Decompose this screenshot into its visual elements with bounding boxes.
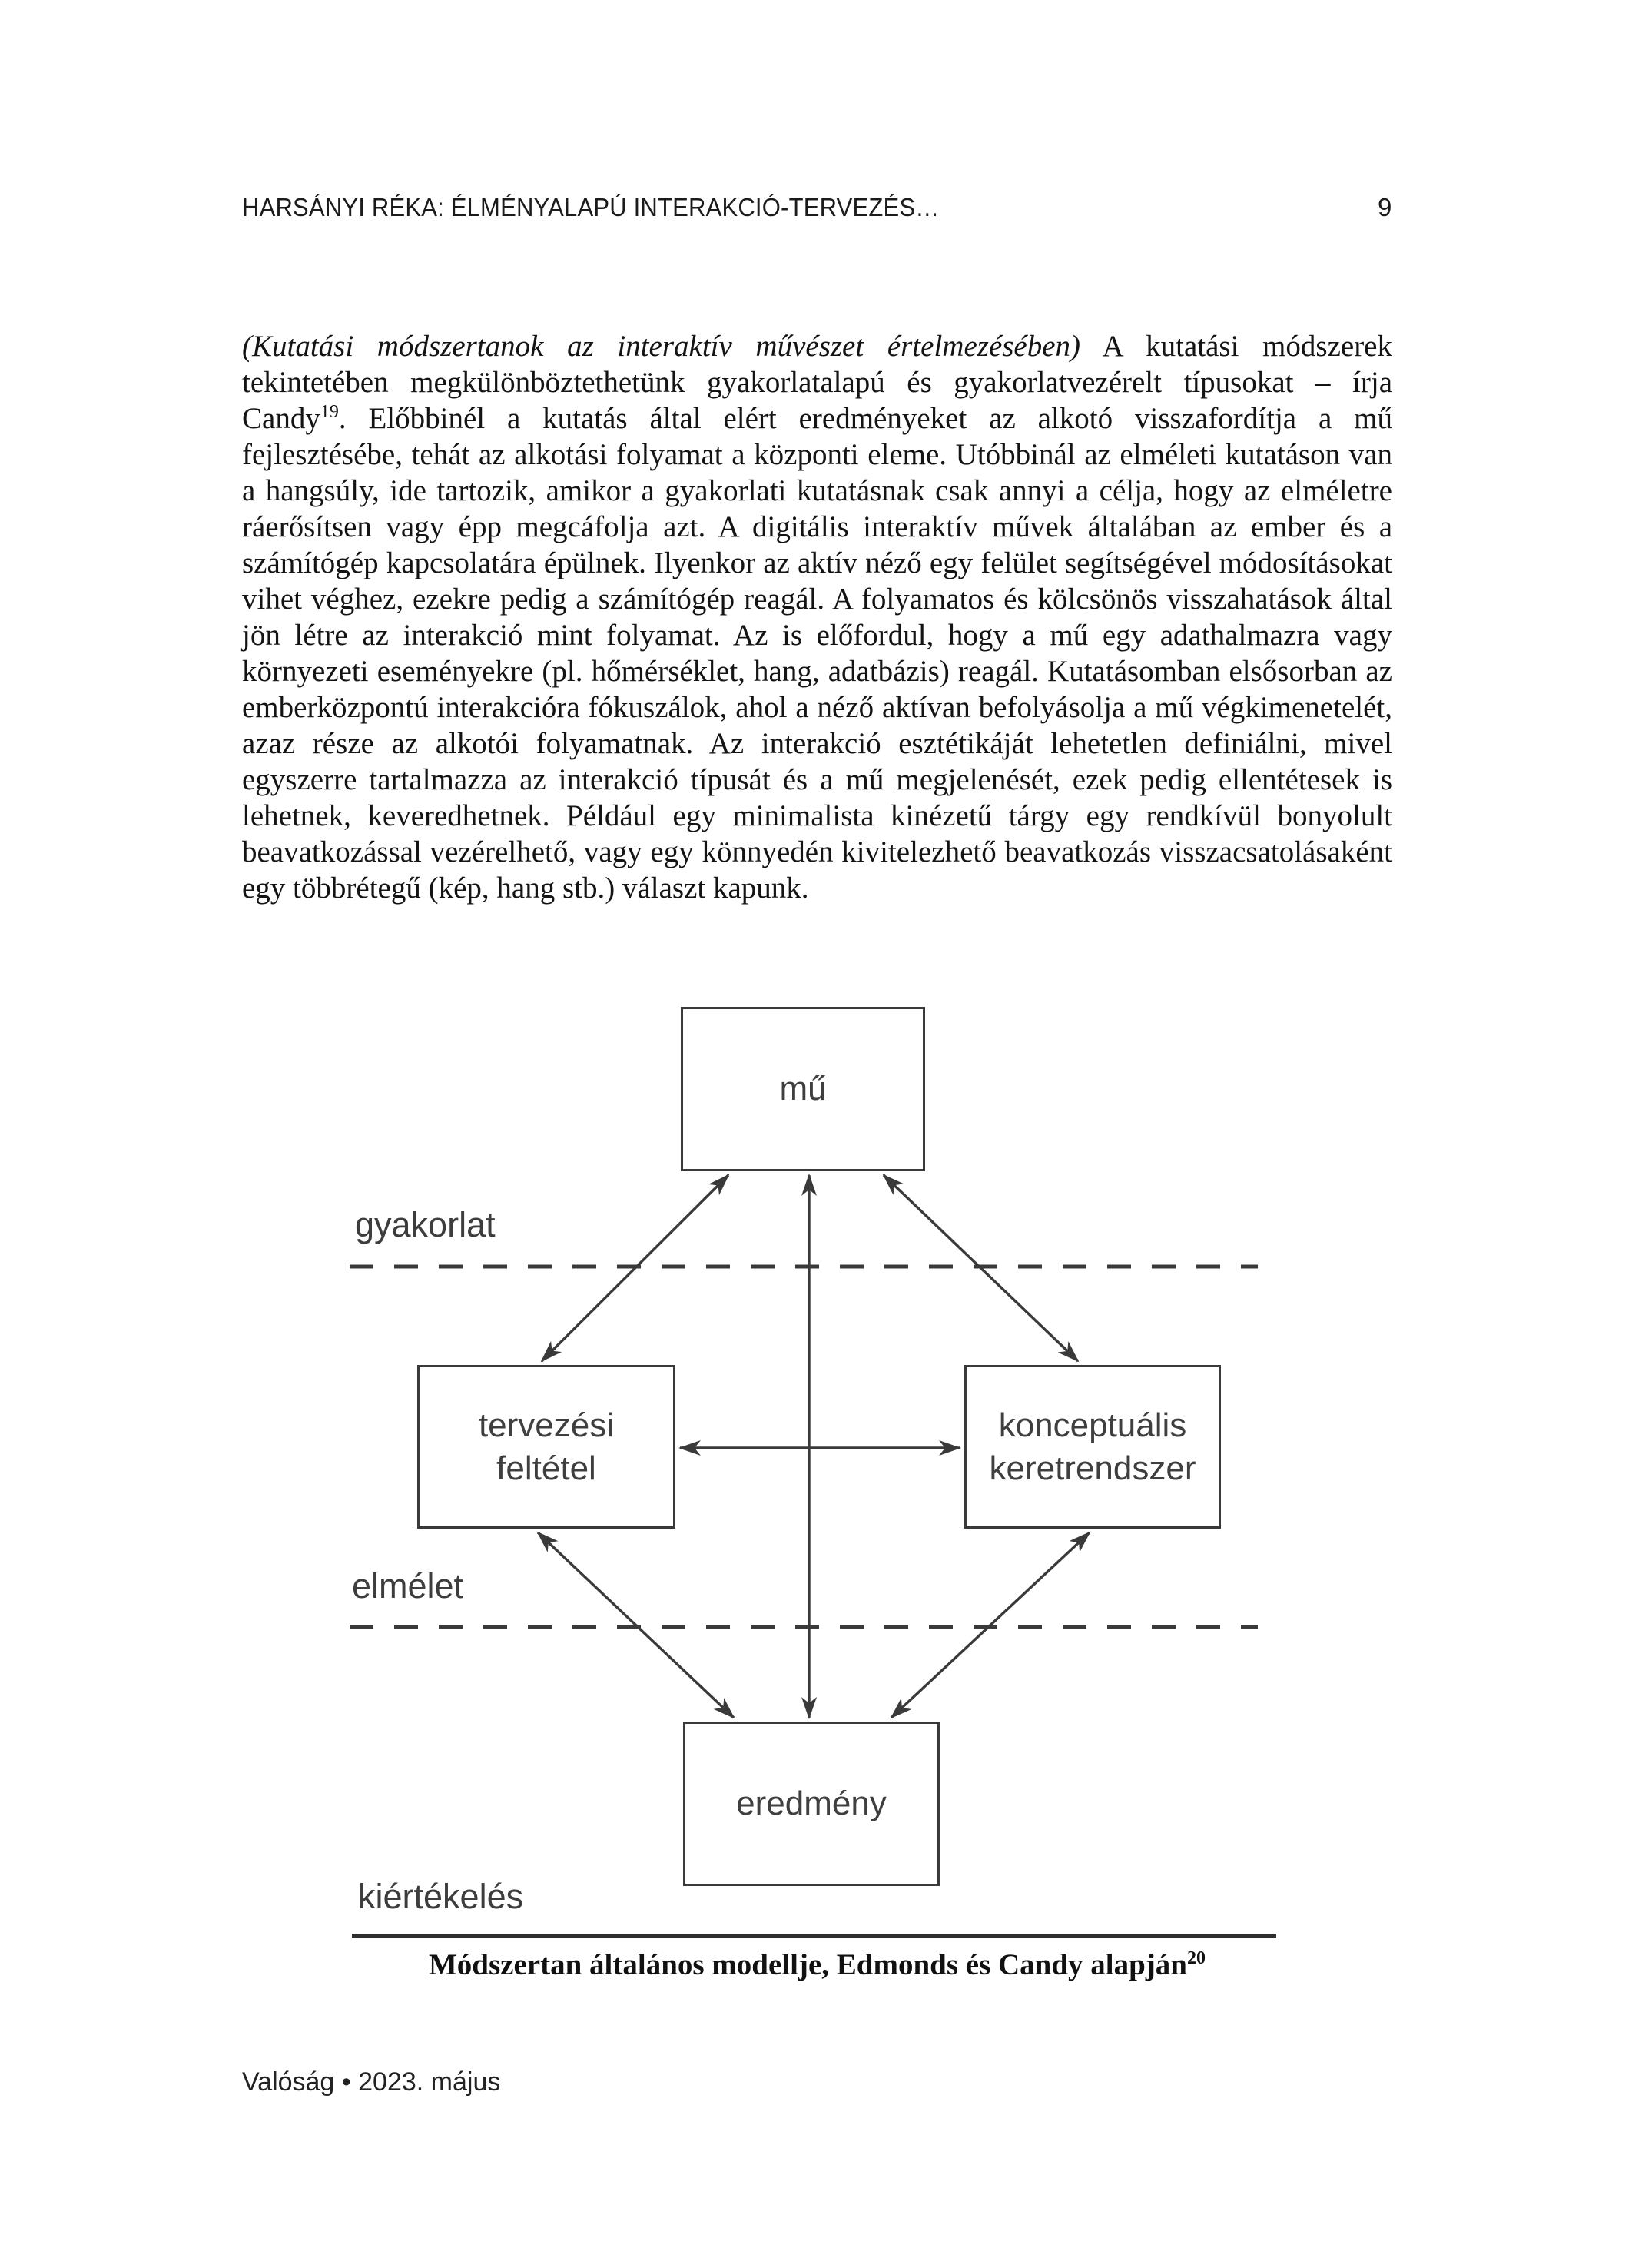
diagram-node-tervezesi-label [479, 1404, 614, 1490]
figure-caption [242, 1948, 1392, 1982]
diagram-node-konceptualis-line2: keretrendszer [989, 1449, 1196, 1487]
article-text-after-footnote: . Előbbinél a kutatás által elért eredményeket az alkotó visszafordítja a mű fejlesztésébe, tehát az alkotási folyamat a központi eleme. Utóbbinál az elméleti kutatáson van a hangsúly, ide tartozik, amikor a gyakorlati kutatásnak csak annyi a célja, hogy az elméletre ráerősítsen vagy épp megcáfolja azt. A digitális interaktív művek általában az ember és a számítógép kapcsolatára épülnek. Ilyenkor az aktív néző egy felület segítségével módosításokat vihet véghez, ezekre pedig a számítógép reagál. A folyamatos és kölcsönös visszahatások által jön létre az interakció mint folyamat. Az is előfordul, hogy a mű egy adathalmazra vagy környezeti eseményekre (pl. hőmérséklet, hang, adatbázis) reagál. Kutatásomban elsősorban az emberközpontú interakcióra fókuszálok, ahol a néző aktívan befolyásolja a mű végkimenetelét, azaz része az alkotói folyamatnak. Az interakció esztétikáját lehetetlen definiálni, mivel egyszerre tartalmazza az interakció típusát és a mű megjelenését, ezek pedig ellentétesek is lehetnek, keveredhetnek. Például egy minimalista kinézetű tárgy egy rendkívül bonyolult beavatkozással vezérelhető, vagy egy könnyedén kivitelezhető beavatkozás visszacsatolásaként egy többrétegű (kép, hang stb.) választ kapunk. [242, 402, 1392, 905]
running-header-title: HARSÁNYI RÉKA: ÉLMÉNYALAPÚ INTERAKCIÓ-TERVEZÉS… [242, 193, 940, 221]
diagram-node-konceptualis-line1: konceptuális [998, 1406, 1187, 1444]
diagram-node-tervezesi-line1: tervezési [478, 1406, 615, 1444]
diagram-node-mu [681, 1007, 925, 1171]
diagram-node-konceptualis-keretrendszer [964, 1365, 1221, 1529]
caption-rule [352, 1934, 1276, 1938]
footnote-reference-20: 20 [1187, 1948, 1206, 1968]
arrow-mu-konceptualis [884, 1175, 1078, 1361]
figure-caption-text: Módszertan általános modellje, Edmonds és Candy alapján [429, 1948, 1187, 1981]
footnote-reference-19: 19 [320, 402, 339, 422]
diagram-node-mu-label: mű [779, 1070, 827, 1107]
diagram-node-tervezesi-line2: feltétel [496, 1449, 596, 1487]
section-lead-italic: (Kutatási módszertanok az interaktív művészet értelmezésében) [242, 330, 1081, 363]
zone-label-elmelet: elmélet [352, 1566, 464, 1606]
article-text-before-footnote: A kutatási módszerek tekintetében megkülönböztethetünk gyakorlatalapú és gyakorlatvezérelt típusokat – írja Candy [242, 330, 1392, 435]
diagram-node-eredmeny-label: eredmény [736, 1785, 887, 1822]
arrow-konceptualis-eredmeny [891, 1532, 1090, 1718]
page-number: 9 [1378, 193, 1392, 221]
diagram-node-konceptualis-label [989, 1404, 1196, 1490]
journal-footer: Valóság • 2023. május [242, 2067, 501, 2097]
diagram-node-eredmeny [683, 1722, 940, 1886]
zone-label-gyakorlat: gyakorlat [355, 1205, 496, 1244]
diagram-node-tervezesi-feltetel [417, 1365, 675, 1529]
zone-label-kiertekeles: kiértékelés [358, 1877, 524, 1916]
arrow-tervezesi-eredmeny [538, 1532, 734, 1718]
arrow-mu-tervezesi [542, 1175, 728, 1361]
